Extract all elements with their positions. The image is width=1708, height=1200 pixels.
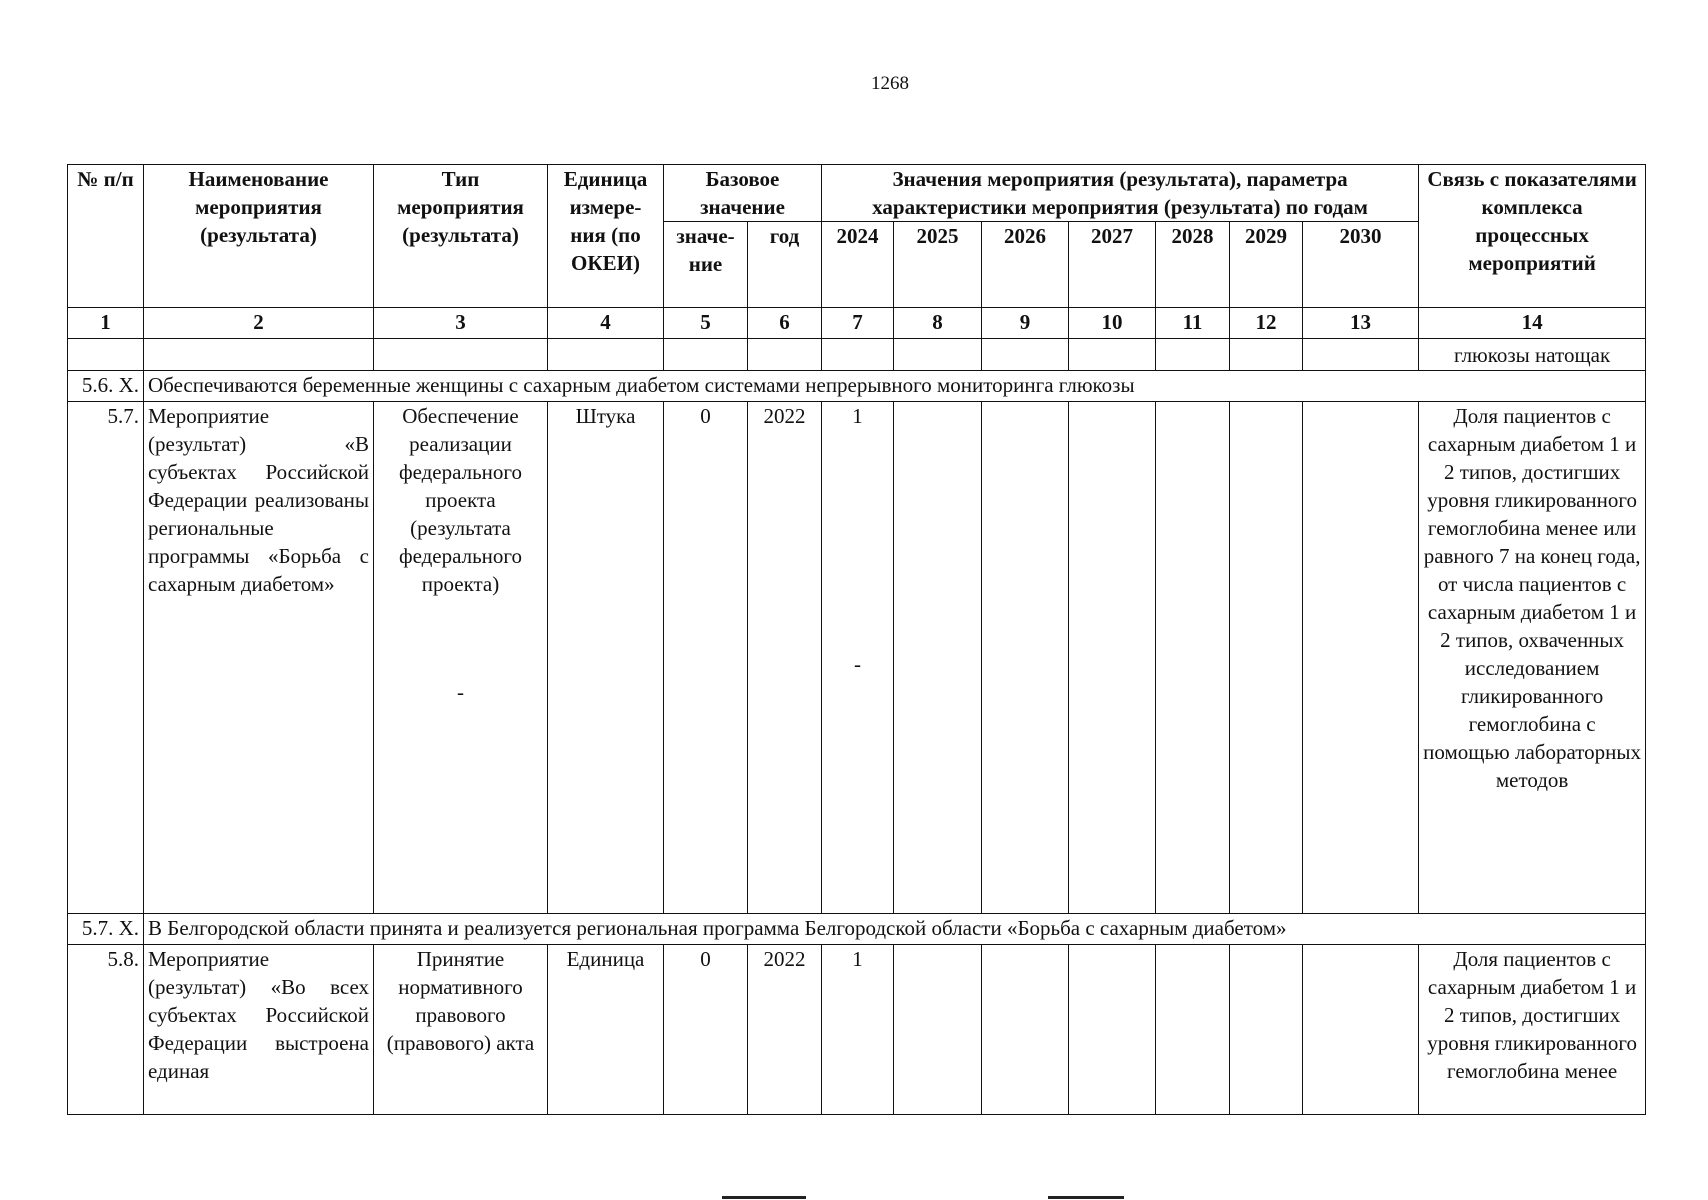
value-2025 [894, 945, 982, 1115]
header-unit: Единица измере-ния (по ОКЕИ) [548, 165, 664, 308]
column-number: 10 [1069, 308, 1156, 339]
base-year: 2022 [748, 945, 822, 1115]
value-2024: 1 [852, 404, 863, 428]
row-number: 5.8. [68, 945, 144, 1115]
section-row [68, 371, 1646, 402]
header-type: Тип мероприятия (результата) [374, 165, 548, 308]
column-number-row [68, 308, 1646, 339]
value-2030 [1303, 945, 1419, 1115]
header-base-year: год [748, 222, 822, 308]
table-row [68, 945, 1646, 1115]
column-number: 12 [1230, 308, 1303, 339]
measure-type-cell [374, 402, 548, 914]
column-number: 9 [982, 308, 1069, 339]
base-year: 2022 [748, 402, 822, 914]
scan-mark [722, 1196, 806, 1199]
column-number: 4 [548, 308, 664, 339]
header-year-2026: 2026 [982, 222, 1069, 308]
header-year-2030: 2030 [1303, 222, 1419, 308]
header-year-2025: 2025 [894, 222, 982, 308]
carryover-row [68, 339, 1646, 371]
value-2024: 1 [822, 945, 894, 1115]
value-2029 [1230, 402, 1303, 914]
header-base: Базовое значение [664, 165, 822, 222]
header-year-2024: 2024 [822, 222, 894, 308]
unit: Штука [548, 402, 664, 914]
header-num: № п/п [68, 165, 144, 308]
column-number: 3 [374, 308, 548, 339]
column-number: 5 [664, 308, 748, 339]
column-number: 13 [1303, 308, 1419, 339]
value-2030 [1303, 402, 1419, 914]
column-number: 2 [144, 308, 374, 339]
value-2029 [1230, 945, 1303, 1115]
table-row [68, 402, 1646, 914]
section-number: 5.6. Х. [68, 371, 144, 402]
header-name: Наименование мероприятия (результата) [144, 165, 374, 308]
measure-name: Мероприятие (результат) «В субъектах Российской Федерации реализованы региональные программы «Борьба с сахарным диабетом» [144, 402, 374, 914]
measure-type: Принятие нормативного правового (правового) акта [374, 945, 548, 1115]
header-year-2027: 2027 [1069, 222, 1156, 308]
column-number: 6 [748, 308, 822, 339]
page-number: 1268 [871, 73, 909, 94]
section-title: Обеспечиваются беременные женщины с сахарным диабетом системами непрерывного мониторинга глюкозы [144, 371, 1646, 402]
value-2024-cell [822, 402, 894, 914]
carryover-link: глюкозы натощак [1419, 339, 1646, 371]
header-base-value: значе-ние [664, 222, 748, 308]
header-values: Значения мероприятия (результата), параметра характеристики мероприятия (результата) по годам [822, 165, 1419, 222]
column-number: 14 [1419, 308, 1646, 339]
measure-type: Обеспечение реализации федерального проекта (результата федерального проекта) [398, 404, 523, 596]
dash-mark: - [854, 652, 862, 676]
measure-name: Мероприятие (результат) «Во всех субъектах Российской Федерации выстроена единая [144, 945, 374, 1115]
value-2026 [982, 945, 1069, 1115]
measures-table [67, 164, 1646, 1115]
unit: Единица [548, 945, 664, 1115]
section-title: В Белгородской области принята и реализуется региональная программа Белгородской области «Борьба с сахарным диабетом» [144, 914, 1646, 945]
column-number: 8 [894, 308, 982, 339]
value-2027 [1069, 402, 1156, 914]
value-2028 [1156, 402, 1230, 914]
header-year-2029: 2029 [1230, 222, 1303, 308]
column-number: 7 [822, 308, 894, 339]
scan-mark [1048, 1196, 1124, 1199]
column-number: 11 [1156, 308, 1230, 339]
value-2026 [982, 402, 1069, 914]
indicator-link: Доля пациентов с сахарным диабетом 1 и 2 типов, достигших уровня гликированного гемоглобина менее или равного 7 на конец года, от числа пациентов с сахарным диабетом 1 и 2 типов, охваченных исследованием гликированного гемоглобина с помощью лабораторных методов [1419, 402, 1646, 914]
value-2025 [894, 402, 982, 914]
header-link: Связь с показателями комплекса процессных мероприятий [1419, 165, 1646, 308]
header-year-2028: 2028 [1156, 222, 1230, 308]
dash-mark: - [457, 680, 464, 704]
row-number: 5.7. [68, 402, 144, 914]
section-number: 5.7. Х. [68, 914, 144, 945]
indicator-link: Доля пациентов с сахарным диабетом 1 и 2 типов, достигших уровня гликированного гемоглобина менее [1419, 945, 1646, 1115]
base-value: 0 [664, 402, 748, 914]
base-value: 0 [664, 945, 748, 1115]
value-2027 [1069, 945, 1156, 1115]
value-2028 [1156, 945, 1230, 1115]
section-row [68, 914, 1646, 945]
column-number: 1 [68, 308, 144, 339]
